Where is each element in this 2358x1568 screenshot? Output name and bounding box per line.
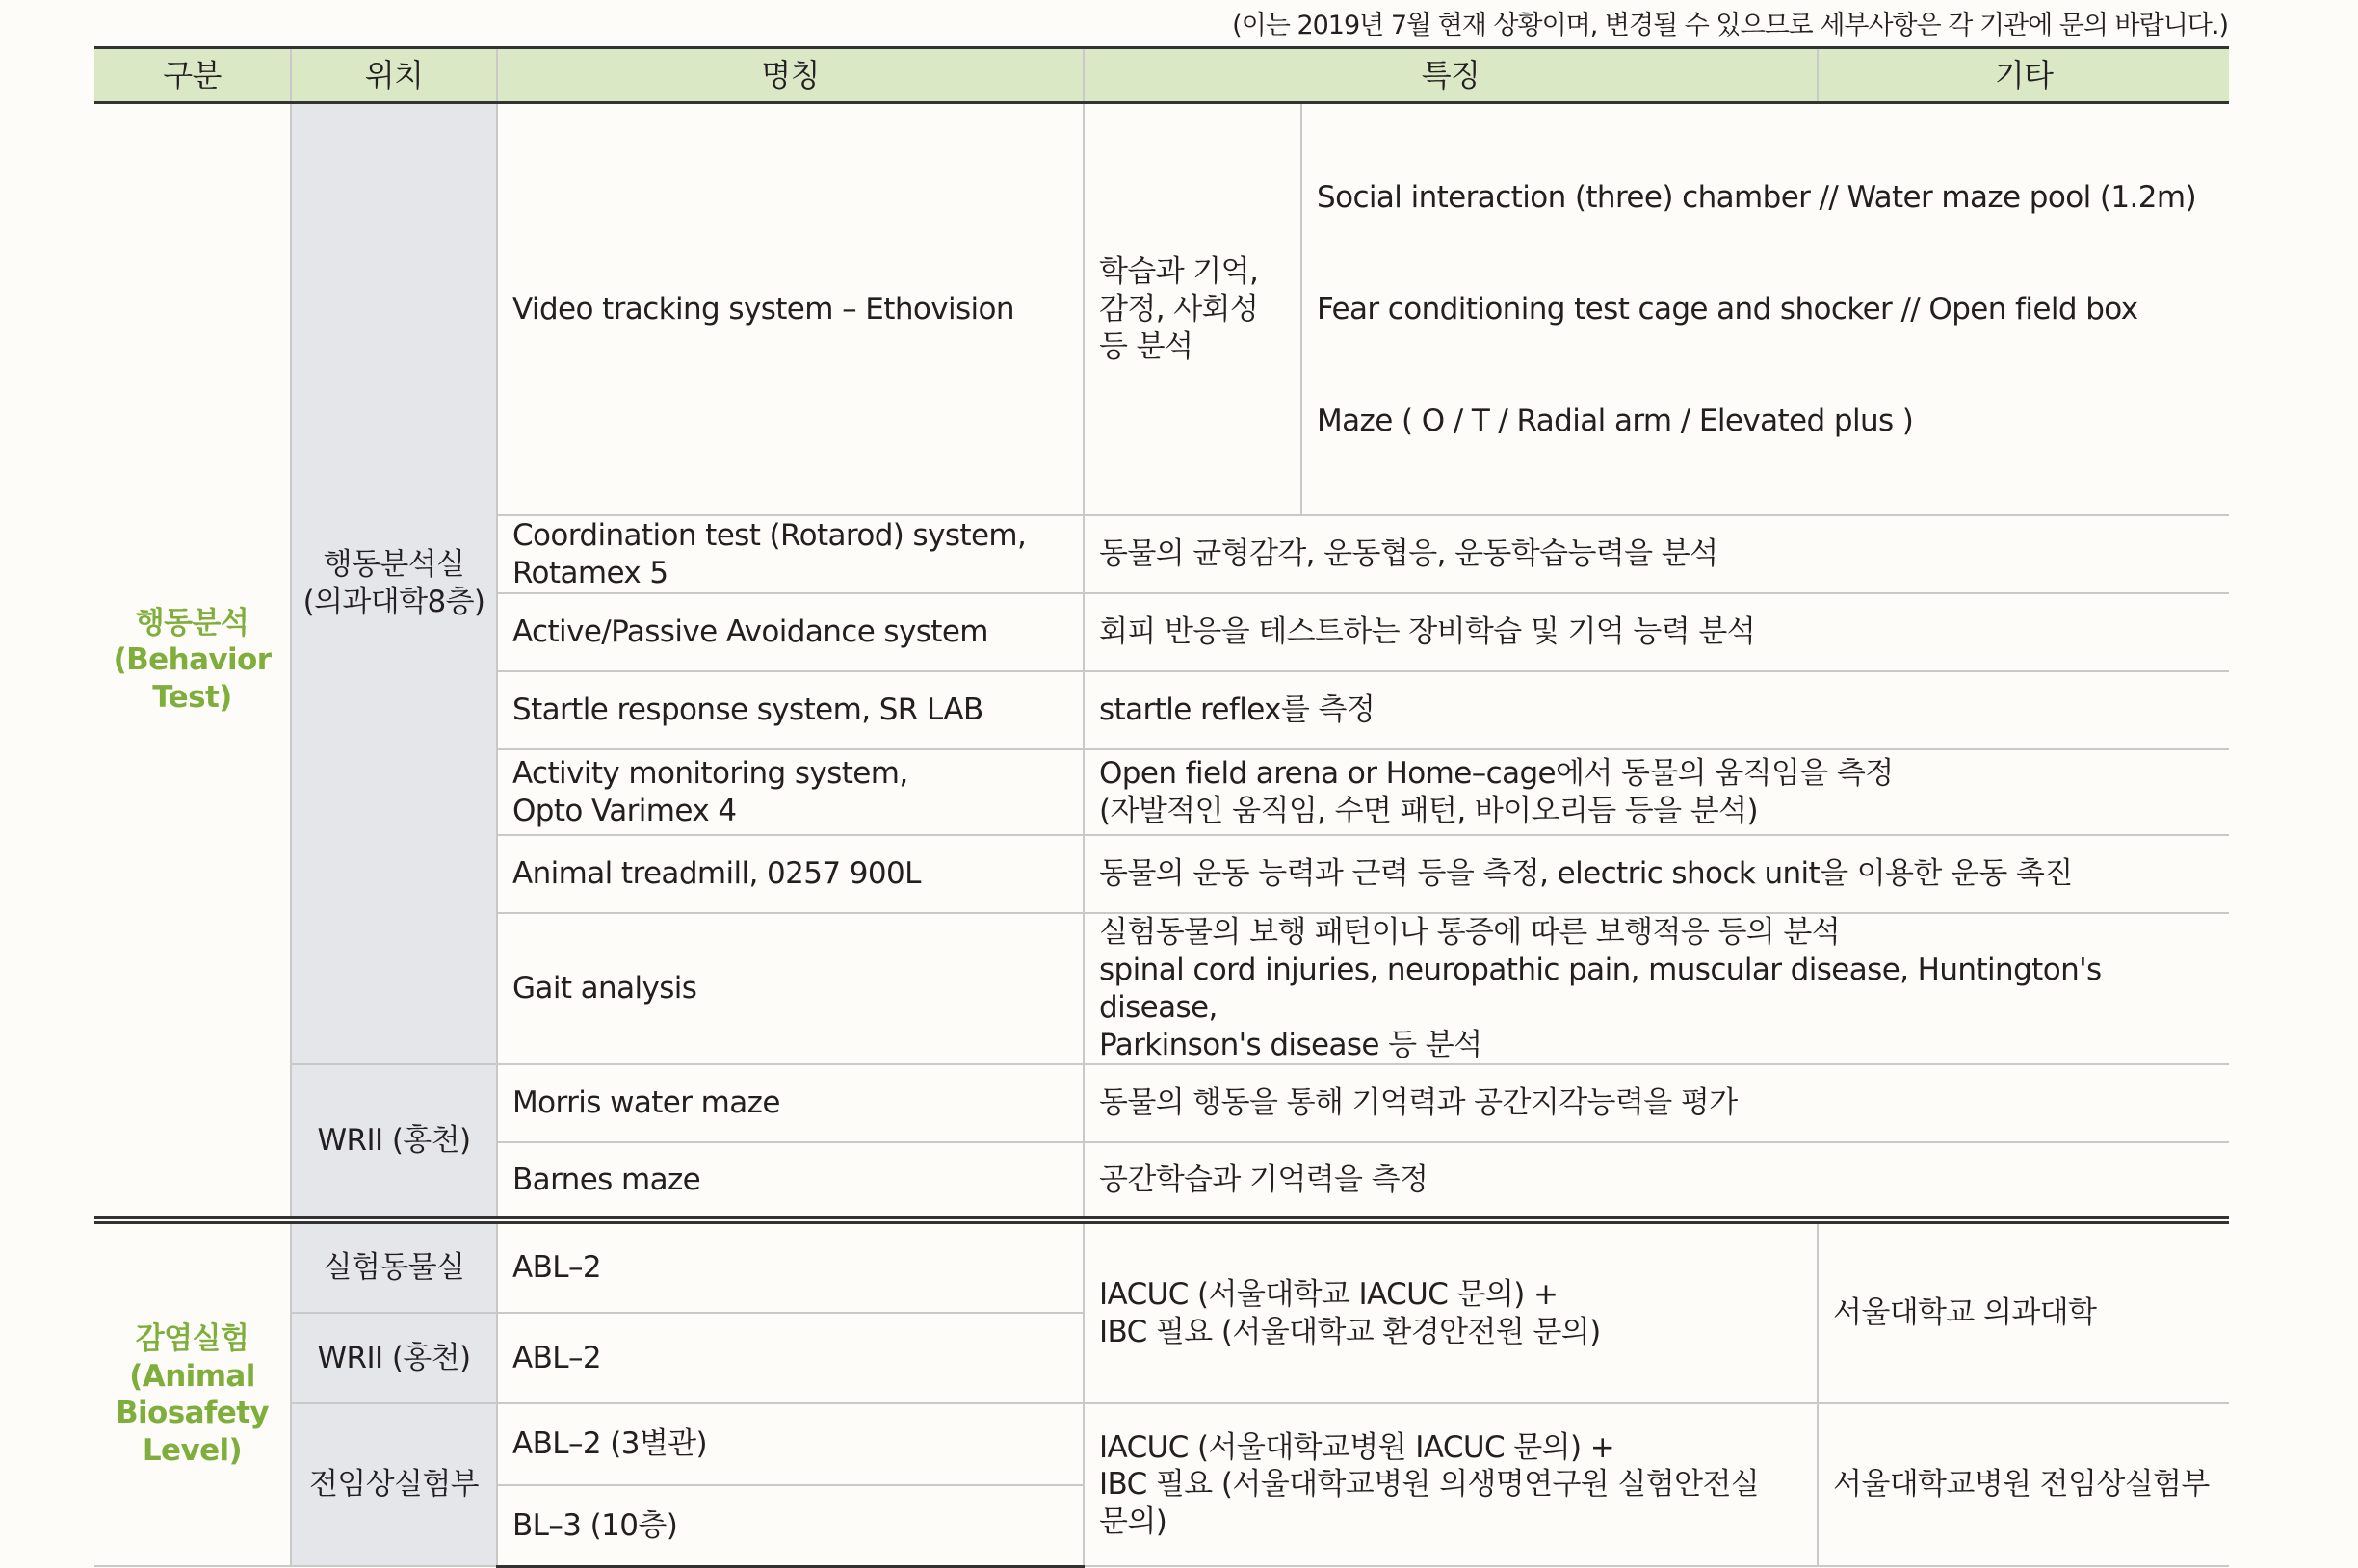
equipment-name	[497, 671, 1084, 749]
feature	[1084, 671, 2229, 749]
header-feature: 특징	[1084, 48, 1818, 103]
equipment-name	[497, 515, 1084, 593]
equipment-name: BL–3 (10층)	[497, 1485, 1084, 1566]
feature-line: 동물의 균형감각, 운동협응, 운동학습능력을 분석	[1099, 536, 1718, 572]
equipment-name-line: Barnes maze	[512, 1162, 701, 1197]
equipment-name-line: Rotamex 5	[512, 555, 668, 590]
location-preclinical: 전임상실험부	[291, 1403, 497, 1566]
category-line: (Animal	[129, 1358, 255, 1394]
equipment-name-line: Coordination test (Rotarod) system,	[512, 518, 1027, 553]
feature-requirement	[1084, 1403, 1818, 1566]
equipment-name-line: Gait analysis	[512, 971, 697, 1006]
feature-detail	[1301, 103, 2229, 516]
location-behavior-lab	[291, 103, 497, 1065]
feature-line: Social interaction (three) chamber // Water maze pool (1.2m)	[1317, 179, 2196, 215]
feature-line: Parkinson's disease 등 분석	[1099, 1027, 1482, 1062]
feature-line: 학습과 기억,	[1099, 254, 1259, 289]
equipment-name-line: Morris water maze	[512, 1085, 780, 1121]
equipment-name	[497, 1064, 1084, 1142]
equipment-name	[497, 1142, 1084, 1220]
equipment-name-line: Animal treadmill, 0257 900L	[512, 856, 921, 892]
feature-line: startle reflex를 측정	[1099, 693, 1376, 728]
category-line: (Behavior	[113, 642, 272, 678]
table-row	[94, 1220, 2229, 1313]
location-wrii: WRII (홍천)	[291, 1313, 497, 1403]
category-line: 감염실험	[135, 1320, 249, 1356]
etc-contact: 서울대학교병원 전임상실험부	[1818, 1403, 2229, 1566]
equipment-name-line: Opto Varimex 4	[512, 793, 737, 828]
equipment-name-line: Startle response system, SR LAB	[512, 693, 983, 728]
location-line: 행동분석실	[323, 547, 465, 583]
category-line: Biosafety	[115, 1396, 270, 1431]
feature-line: 공간학습과 기억력을 측정	[1099, 1162, 1428, 1197]
header-location: 위치	[291, 48, 497, 103]
equipment-table	[94, 46, 2229, 1568]
feature-line: IACUC (서울대학교 IACUC 문의) +	[1099, 1277, 1559, 1312]
feature	[1084, 749, 2229, 835]
location-wrii: WRII (홍천)	[291, 1064, 497, 1220]
feature	[1084, 913, 2229, 1064]
equipment-name	[497, 749, 1084, 835]
feature-line: 실험동물의 보행 패턴이나 통증에 따른 보행적응 등의 분석	[1099, 915, 1841, 951]
feature-line: IBC 필요 (서울대학교 환경안전원 문의)	[1099, 1314, 1601, 1349]
etc-contact: 서울대학교 의과대학	[1818, 1220, 2229, 1403]
feature	[1084, 515, 2229, 593]
feature-line: 등 분석	[1099, 328, 1193, 364]
header-category: 구분	[94, 48, 291, 103]
feature-line: 동물의 행동을 통해 기억력과 공간지각능력을 평가	[1099, 1085, 1738, 1121]
feature-line: IBC 필요 (서울대학교병원 의생명연구원 실험안전실	[1099, 1467, 1760, 1503]
equipment-name: ABL–2 (3별관)	[497, 1403, 1084, 1485]
table-row	[94, 1403, 2229, 1485]
feature-summary	[1084, 103, 1301, 516]
equipment-name: ABL–2	[497, 1313, 1084, 1403]
equipment-name-line: Video tracking system – Ethovision	[512, 291, 1014, 327]
equipment-name-line: Activity monitoring system,	[512, 756, 908, 791]
category-behavior	[94, 103, 291, 1221]
feature	[1084, 593, 2229, 671]
feature-line: 동물의 운동 능력과 근력 등을 측정, electric shock unit을 이용한 운동 촉진	[1099, 856, 2073, 892]
feature-line: spinal cord injuries, neuropathic pain, muscular disease, Huntington's disease,	[1099, 953, 2102, 1025]
feature-line: 문의)	[1099, 1504, 1167, 1540]
equipment-name	[497, 103, 1084, 516]
table-row	[94, 1064, 2229, 1142]
category-biosafety	[94, 1220, 291, 1566]
feature-line: IACUC (서울대학교병원 IACUC 문의) +	[1099, 1429, 1615, 1465]
notice-text: (이는 2019년 7월 현재 상황이며, 변경될 수 있으므로 세부사항은 각 기관에 문의 바랍니다.)	[1232, 11, 2228, 40]
feature	[1084, 835, 2229, 913]
feature-line: (자발적인 움직임, 수면 패턴, 바이오리듬 등을 분석)	[1099, 793, 1758, 828]
equipment-name: ABL–2	[497, 1220, 1084, 1313]
category-line: Level)	[142, 1433, 243, 1468]
equipment-name	[497, 913, 1084, 1064]
feature-requirement	[1084, 1220, 1818, 1403]
category-line: Test)	[152, 680, 232, 715]
header-etc: 기타	[1818, 48, 2229, 103]
table-row	[94, 103, 2229, 516]
feature	[1084, 1142, 2229, 1220]
equipment-name-line: Active/Passive Avoidance system	[512, 614, 988, 650]
equipment-name	[497, 593, 1084, 671]
feature-line: Maze ( O / T / Radial arm / Elevated plus )	[1317, 404, 1914, 438]
header-row	[94, 48, 2229, 103]
location-line: (의과대학8층)	[302, 585, 485, 620]
category-line: 행동분석	[135, 605, 249, 640]
feature-line: 회피 반응을 테스트하는 장비학습 및 기억 능력 분석	[1099, 614, 1756, 650]
location-animal-lab: 실험동물실	[291, 1220, 497, 1313]
equipment-name	[497, 835, 1084, 913]
feature-line: Open field arena or Home–cage에서 동물의 움직임을 측정	[1099, 756, 1894, 791]
feature-line: Fear conditioning test cage and shocker // Open field box	[1317, 291, 2138, 327]
feature-line: 감정, 사회성	[1099, 291, 1259, 327]
header-name: 명칭	[497, 48, 1084, 103]
feature	[1084, 1064, 2229, 1142]
